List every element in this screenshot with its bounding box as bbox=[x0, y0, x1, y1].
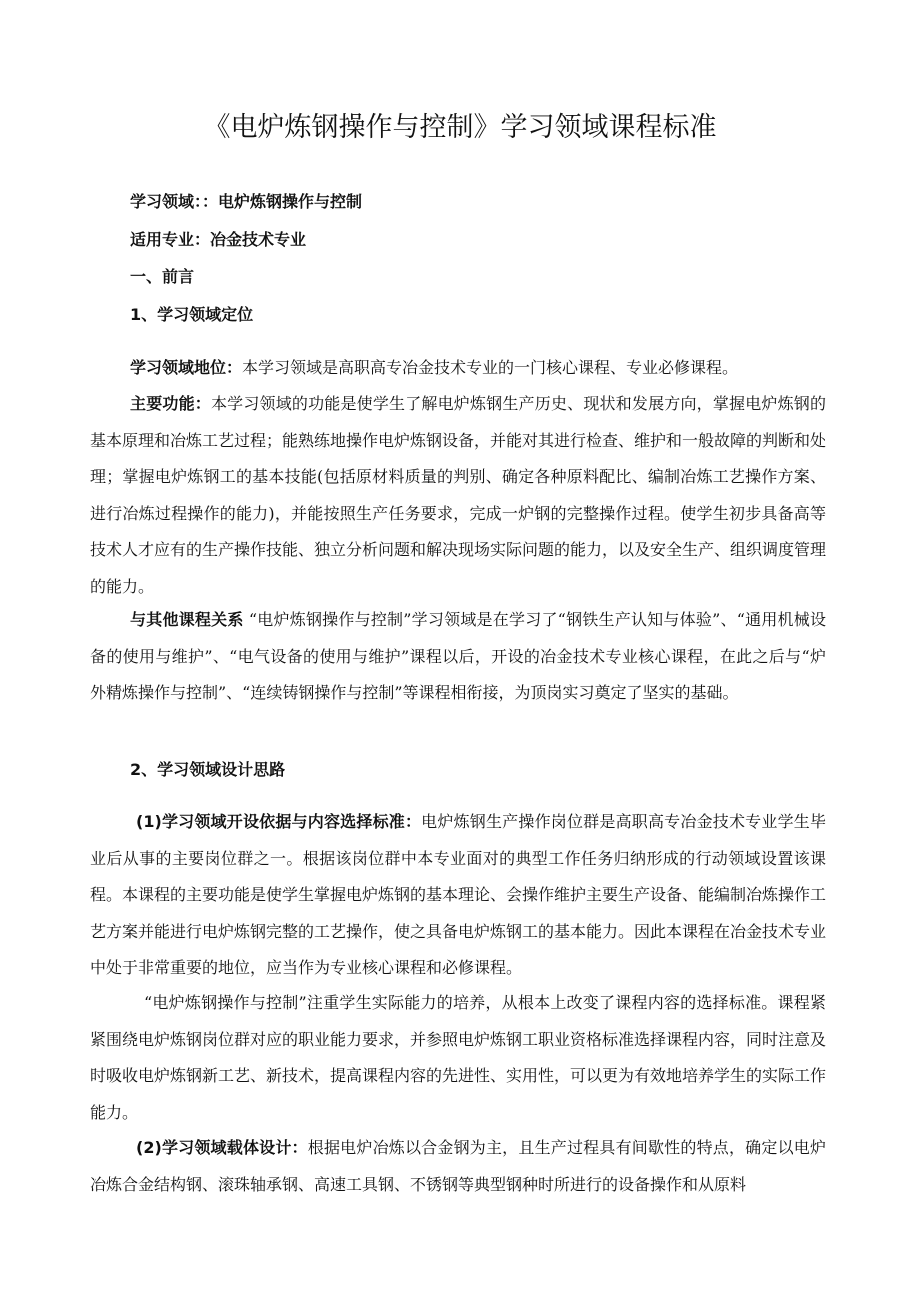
paragraph-ability: “电炉炼钢操作与控制”注重学生实际能力的培养，从根本上改变了课程内容的选择标准。课程紧紧围绕电炉炼钢岗位群对应的职业能力要求，并参照电炉炼钢工职业资格标准选择课程内容，同时注意及时吸收电炉炼钢新工艺、新技术，提高课程内容的先进性、实用性，可以更为有效地培养学生的实际工作能力。 bbox=[90, 993, 827, 1122]
paragraph-relation bbox=[90, 602, 826, 712]
subheading-design: 2、学习领域设计思路 bbox=[130, 760, 286, 779]
paragraph-basis-text: 电炉炼钢生产操作岗位群是高职高专冶金技术专业学生毕业后从事的主要岗位群之一。根据该岗位群中本专业面对的典型工作任务归纳形成的行动领域设置该课程。本课程的主要功能是使学生掌握电炉炼钢的基本理论、会操作维护主要生产设备、能编制冶炼操作工艺方案并能进行电炉炼钢完整的工艺操作，使之具备电炉炼钢工的基本能力。因此本课程在冶金技术专业中处于非常重要的地位，应当作为专业核心课程和必修课程。 bbox=[90, 812, 827, 977]
paragraph-basis bbox=[90, 804, 826, 987]
document-title: 《电炉炼钢操作与控制》学习领域课程标准 bbox=[203, 112, 717, 143]
paragraph-position bbox=[90, 350, 826, 387]
field-line: 学习领域：：电炉炼钢操作与控制 bbox=[130, 192, 363, 211]
paragraph-position-text: 本学习领域是高职高专冶金技术专业的一门核心课程、专业必修课程。 bbox=[242, 358, 739, 377]
paragraph-relation-text: “电炉炼钢操作与控制”学习领域是在学习了“钢铁生产认知与体验”、“通用机械设备的使用与维护”、“电气设备的使用与维护”课程以后，开设的冶金技术专业核心课程，在此之后与“炉外精炼操作与控制”、“连续铸钢操作与控制”等课程相衔接，为顶岗实习奠定了坚实的基础。 bbox=[90, 610, 826, 702]
paragraph-relation-lead: 与其他课程关系 bbox=[130, 610, 244, 629]
paragraph-position-lead: 学习领域地位： bbox=[130, 358, 243, 377]
paragraph-function bbox=[90, 386, 826, 605]
paragraph-function-lead: 主要功能： bbox=[130, 394, 211, 413]
paragraph-function-text: 本学习领域的功能是使学生了解电炉炼钢生产历史、现状和发展方向，掌握电炉炼钢的基本原理和冶炼工艺过程；能熟练地操作电炉炼钢设备，并能对其进行检查、维护和一般故障的判断和处理；掌握电炉炼钢工的基本技能(包括原材料质量的判别、确定各种原料配比、编制冶炼工艺操作方案、进行冶炼过程操作的能力)，并能按照生产任务要求，完成一炉钢的完整操作过程。使学生初步具备高等技术人才应有的生产操作技能、独立分析问题和解决现场实际问题的能力，以及安全生产、组织调度管理的能力。 bbox=[90, 394, 827, 596]
section-heading-preface: 一、前言 bbox=[130, 267, 195, 286]
paragraph-carrier bbox=[90, 1130, 826, 1203]
major-line: 适用专业：冶金技术专业 bbox=[130, 230, 307, 249]
paragraph-basis-lead: (1)学习领域开设依据与内容选择标准： bbox=[136, 812, 422, 831]
paragraph-carrier-text: 根据电炉冶炼以合金钢为主，且生产过程具有间歇性的特点，确定以电炉冶炼合金结构钢、滚珠轴承钢、高速工具钢、不锈钢等典型钢种时所进行的设备操作和从原料 bbox=[90, 1138, 826, 1194]
paragraph-carrier-lead: (2)学习领域载体设计： bbox=[136, 1138, 308, 1157]
subheading-positioning: 1、学习领域定位 bbox=[130, 305, 254, 324]
